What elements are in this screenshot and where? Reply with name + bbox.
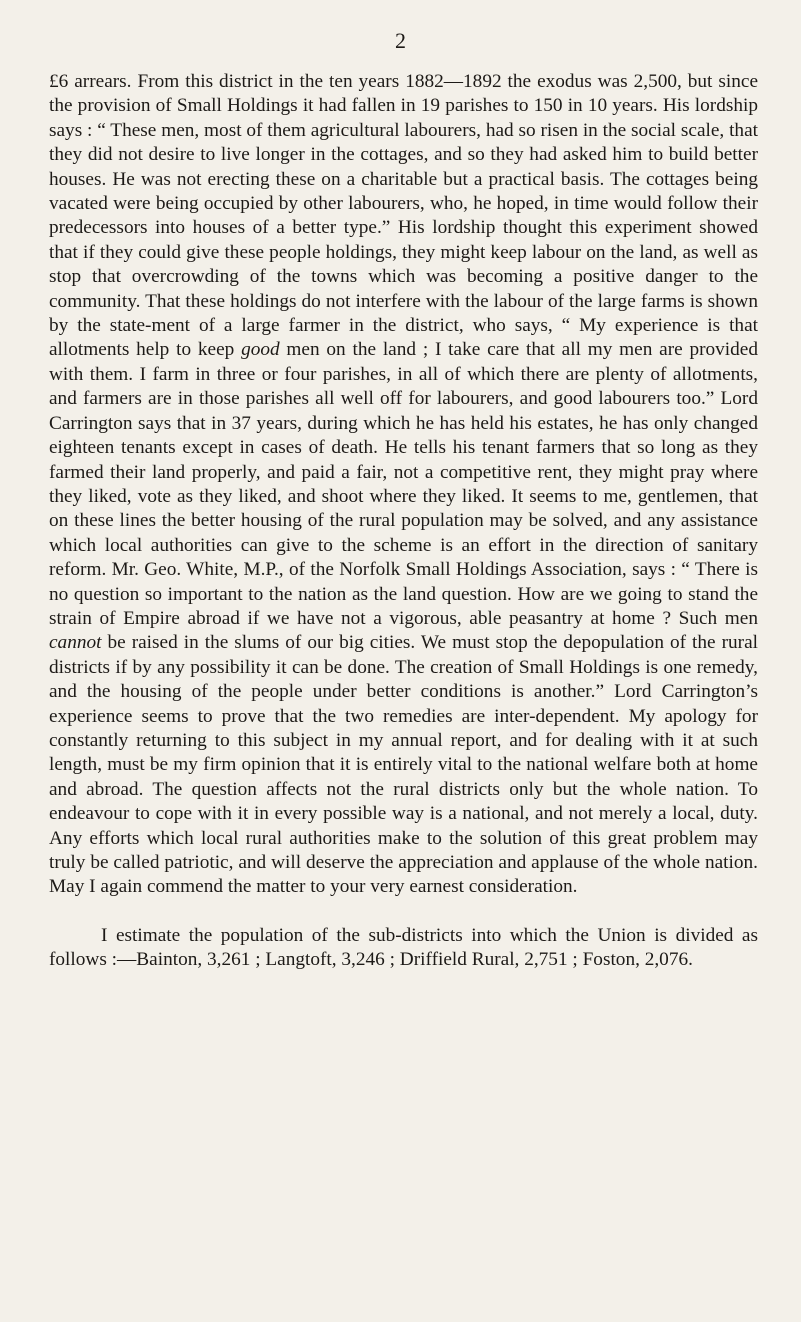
paragraph-1: [49, 70, 758, 900]
page-number: 2: [395, 28, 406, 53]
paragraph-2: I estimate the population of the sub-districts into which the Union is divided as follows :—Bainton, 3,261 ; Langtoft, 3,246 ; Driffield Rural, 2,751 ; Foston, 2,076.: [49, 924, 758, 971]
body-text: [49, 70, 758, 973]
paragraph-1-text-2: men on the land ; I take care that all my men are provided with them. I farm in three or four parishes, in all of which there are plenty of allotments, and farmers are in those parishes all well off for labourers, and good labourers too.” Lord Carrington says that in 37 years, during which he has held his estates, he has only changed eighteen tenants except in cases of death. He tells his tenant farmers that so long as they farmed their land properly, and paid a fair, not a competitive rent, they might pray where they liked, vote as they liked, and shoot where they liked. It seems to me, gentlemen, that on these lines the better housing of the rural population may be solved, and any assistance which local authorities can give to the scheme is an effort in the direction of sanitary reform. Mr. Geo. White, M.P., of the Norfolk Small Holdings Association, says : “ There is no question so important to the nation as the land question. How are we going to stand the strain of Empire abroad if we have not a vigorous, able peasantry at home ? Such men: [49, 339, 758, 629]
emphasis-good: good: [241, 339, 280, 361]
paragraph-1-text-3: be raised in the slums of our big cities. We must stop the depopulation of the rural districts if by any possibility it can be done. The creation of Small Holdings is one remedy, and the housing of the people under better conditions is another.” Lord Carrington’s experience seems to prove that the two remedies are inter-dependent. My apology for constantly returning to this subject in my annual report, and for dealing with it at such length, must be my firm opinion that it is entirely vital to the national welfare both at home and abroad. The question affects not the rural districts only but the whole nation. To endeavour to cope with it in every possible way is a national, and not merely a local, duty. Any efforts which local rural authorities make to the solution of this great problem may truly be called patriotic, and will deserve the appreciation and applause of the whole nation. May I again commend the matter to your very earnest consideration.: [49, 632, 758, 898]
paragraph-1-text-1: £6 arrears. From this district in the ten years 1882—1892 the exodus was 2,500, but since the provision of Small Holdings it had fallen in 19 parishes to 150 in 10 years. His lordship says : “ These men, most of them agricultural labourers, had so risen in the social scale, that they did not desire to live longer in the cottages, and so they had asked him to build better houses. He was not erecting these on a charitable but a practical basis. The cottages being vacated were being occupied by other labourers, who, he hoped, in time would follow their predecessors into houses of a better type.” His lordship thought this experiment showed that if they could give these people holdings, they might keep labour on the land, as well as stop that overcrowding of the towns which was becoming a positive danger to the community. That these holdings do not interfere with the labour of the large farms is shown by the state-ment of a large farmer in the district, who says, “ My experience is that allotments help to keep: [49, 71, 758, 361]
emphasis-cannot: cannot: [49, 632, 102, 654]
